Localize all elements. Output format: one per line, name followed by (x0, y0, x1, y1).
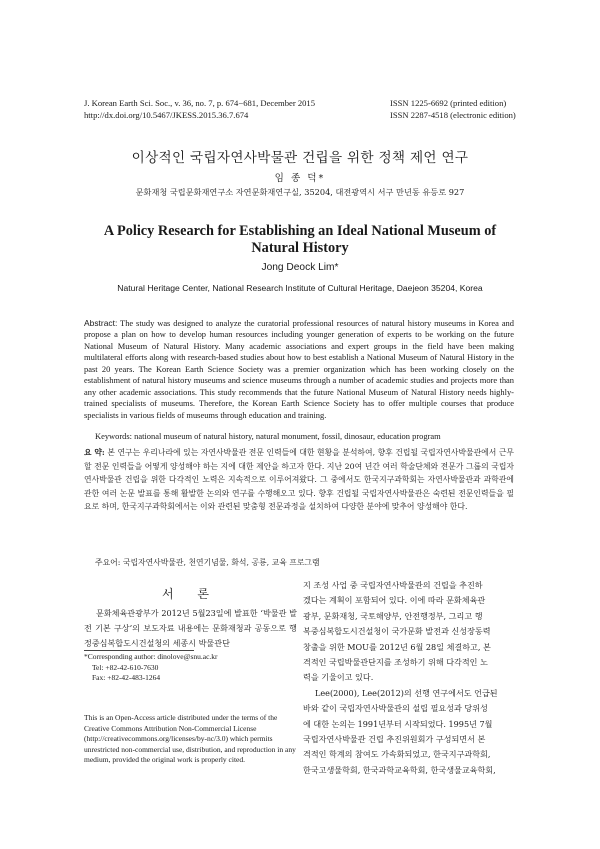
right-line: 에 대한 논의는 1991년부터 시작되었다. 1995년 7월 (303, 718, 493, 729)
abstract-label: Abstract: (84, 318, 118, 328)
license-notice: This is an Open-Access article distributed under the terms of the Creative Commons Attribution Non-Commercial License (http://creativecommons.org/licenses/by-nc/3.0) which permits unrestricted non-commercial use, distribution, and reproduction in any medium, provided the original work is properly cited. (84, 713, 296, 765)
corresponding-email[interactable]: *Corresponding author: dinolove@snu.ac.kr (84, 652, 218, 661)
corresponding-fax: Fax: +82-42-483-1264 (92, 673, 161, 683)
issn-electronic: ISSN 2287-4518 (electronic edition) (390, 110, 516, 120)
left-column-body: 문화체육관광부가 2012년 5월23일에 발표한 ‘박물관 발전 기본 구상’의 보도자료 내용에는 문화재청과 공동으로 행정중심복합도시건설청의 세종시 박물관단 (84, 608, 297, 648)
title-english: A Policy Research for Establishing an Ideal National Museum of Natural History (103, 223, 497, 256)
right-line: 지 조성 사업 중 국립자연사박물관의 건립을 추진하 (303, 580, 483, 590)
right-line: 국립자연사박물관 건립 추진위원회가 구성되면서 본 (303, 734, 486, 745)
doi-link[interactable]: http://dx.doi.org/10.5467/JKESS.2015.36.7.674 (84, 110, 249, 120)
right-column-body (303, 578, 517, 778)
section-heading-introduction: 서 론 (162, 587, 219, 601)
footnote-divider (84, 650, 194, 651)
right-line: 광부, 문화재청, 국토해양부, 안전행정부, 그리고 행 (303, 610, 483, 621)
right-line: 바와 같이 국립자연사박물관의 설립 필요성과 당위성 (303, 703, 488, 714)
author-korean: 임 종 덕* (274, 173, 326, 184)
keywords-english: Keywords: national museum of natural history, natural monument, fossil, dinosaur, education program (95, 431, 441, 441)
right-line: 한국고생물학회, 한국과학교육학회, 한국생물교육학회, (303, 764, 496, 775)
right-line: Lee(2000), Lee(2012)의 선행 연구에서도 언급된 (315, 687, 498, 698)
abstract-text: The study was designed to analyze the curatorial professional resources of natural history museums in Korea and propose a plan on how to develop human resources including younger generation of experts to be working on the future National Museum of Natural History. Many academic associations and expert groups in the field have been making multilateral efforts along with research-based studies about how to best establish a National Museum of Natural History in the past 20 years. The Korean Earth Science Society was a premier organization which has been working closely on the establishment of natural history museums and science museums through a number of academic studies and projects more than any other academic associations. This study recommends that the future National Museum of Natural History needs highly-trained specialists of museums. Therefore, the Korean Earth Science Society has to offer multiple courses that produce specialists in various fields of museums through education and training. (84, 318, 514, 420)
corresponding-tel: Tel: +82-42-610-7630 (92, 662, 159, 672)
corresponding-author-footnote (84, 652, 297, 684)
author-english: Jong Deock Lim* (261, 262, 339, 273)
right-line: 격적인 학계의 참여도 가속화되었고, 한국지구과학회, (303, 749, 491, 760)
right-line: 격적인 국립박물관단지를 조성하기 위해 다각적인 노 (303, 657, 488, 668)
affiliation-english: Natural Heritage Center, National Research Institute of Cultural Heritage, Daejeon 35204, Korea (117, 283, 483, 293)
right-line: 창출을 위한 MOU를 2012년 6월 28일 체결하고, 본 (303, 641, 491, 652)
journal-citation: J. Korean Earth Sci. Soc., v. 36, no. 7, p. 674−681, December 2015 (84, 98, 316, 108)
right-line: 겠다는 계획이 포함되어 있다. 이에 따라 문화체육관 (303, 595, 486, 606)
right-line: 복중심복합도시건설청이 국가문화 발전과 신성장동력 (303, 626, 491, 637)
abstract-korean-text: 본 연구는 우리나라에 있는 자연사박물관 전문 인력들에 대한 현황을 분석하여, 향후 건립될 국립자연사박물관에서 근무할 전문 인력들을 어떻게 양성해야 하는 지에 대한 제안을 하고자 한다. 지난 20여 년간 여러 학술단체와 전문가 그룹의 국립자연사박물관 건립을 위한 다각적인 노력은 지속적으로 이루어져왔다. 그 중에서도 한국지구과학회는 자연사박물관과 과학관에 관한 여러 논문 발표를 통해 활발한 논의와 연구를 수행해오고 있다. 향후 건립될 국립자연사박물관은 숙련된 전문인력들을 필요로 하며, 한국지구과학회에서는 이와 관련된 맞춤형 전문과정을 설치하여 다양한 분야에 맞추어 양성해야 한다. (84, 448, 514, 511)
affiliation-korean: 문화재청 국립문화재연구소 자연문화재연구실, 35204, 대전광역시 서구 만년동 유등로 927 (135, 187, 465, 197)
abstract-korean (84, 446, 514, 514)
title-korean: 이상적인 국립자연사박물관 건립을 위한 정책 제언 연구 (131, 150, 469, 166)
abstract-korean-label: 요 약: (84, 448, 105, 457)
right-line: 력을 기울이고 있다. (303, 672, 374, 683)
abstract-english (84, 318, 514, 421)
keywords-korean: 주요어: 국립자연사박물관, 천연기념물, 화석, 공룡, 교육 프로그램 (95, 558, 320, 567)
issn-print: ISSN 1225-6692 (printed edition) (390, 98, 507, 108)
